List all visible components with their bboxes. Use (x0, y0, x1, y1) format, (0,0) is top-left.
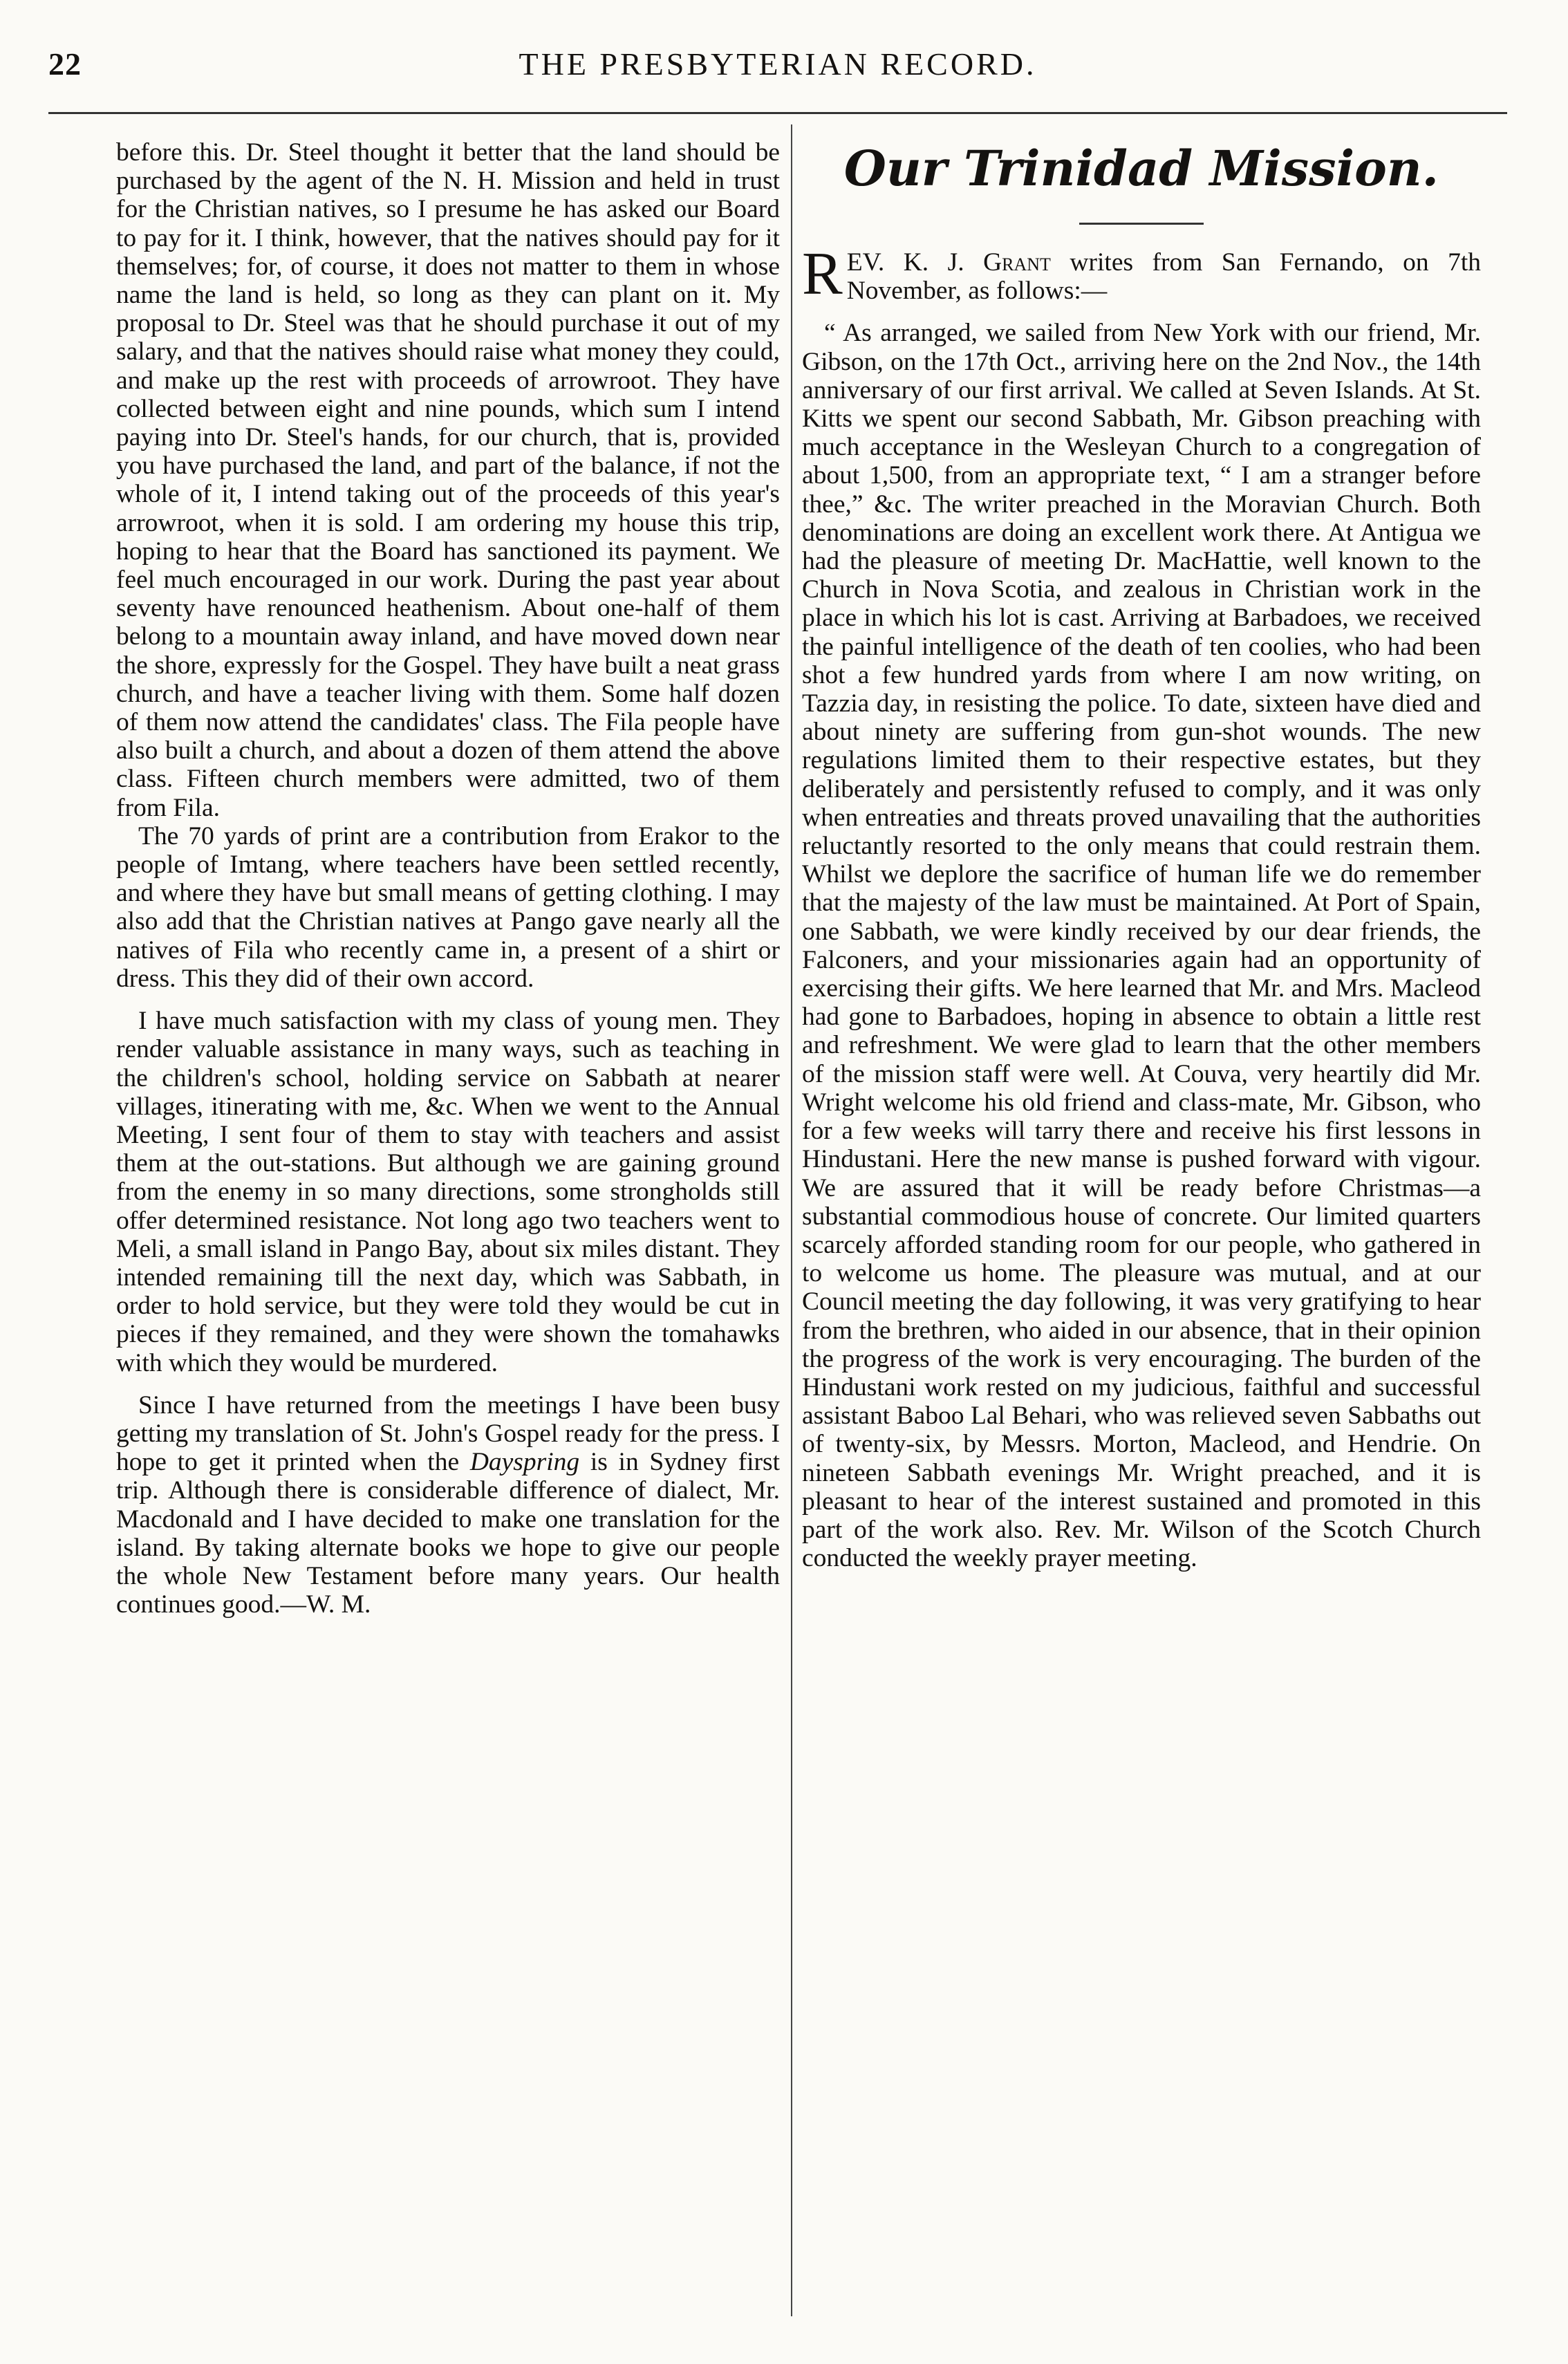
paragraph: The 70 yards of print are a contribution from Erakor to the people of Imtang, where teachers have been settled recently, and where they have but small means of getting clothing. I may also add that the Christian natives at Pango gave nearly all the natives of Fila who recently came in, a present of a shirt or dress. This they did of their own accord. (116, 821, 780, 993)
title-rule (1079, 223, 1204, 225)
paragraph-text: Since I have returned from the meetings I have been busy getting my translation of St. John's Gospel ready for the press. I hope to get it printed when the (116, 1390, 780, 1477)
page-number: 22 (48, 46, 82, 82)
intro-text: writes from San Fernando, on 7th November, as follows:— (846, 248, 1481, 306)
ship-name: Dayspring (469, 1448, 580, 1477)
right-column (802, 138, 1481, 2309)
intro-author-name: Grant (983, 248, 1051, 277)
paragraph: before this. Dr. Steel thought it better that the land should be purchased by the agent of the N. H. Mission and held in trust for the Christian natives, so I presume he has asked our Board to pay for it. I think, however, that the natives should pay for it themselves; for, of course, it does not matter to them in whose name the land is held, so long as they can plant on it. My proposal to Dr. Steel was that he should purchase it out of my salary, and that the natives should raise what money they could, and make up the rest with proceeds of arrowroot. They have collected between eight and nine pounds, which sum I intend paying into Dr. Steel's hands, for our church, that is, provided you have purchased the land, and part of the balance, if not the whole of it, I intend taking out of the proceeds of this year's arrowroot, when it is sold. I am ordering my house this trip, hoping to hear that the Board has sanctioned its payment. We feel much encouraged in our work. During the past year about seventy have renounced heathenism. About one-half of them belong to a mountain away inland, and have moved down near the shore, expressly for the Gospel. They have built a neat grass church, and have a teacher living with them. Some half dozen of them now attend the candidates' class. The Fila people have also built a church, and about a dozen of them attend the above class. Fifteen church members were admitted, two of them from Fila. (116, 138, 780, 822)
letter-body: “ As arranged, we sailed from New York with our friend, Mr. Gibson, on the 17th Oct., arriving here on the 2nd Nov., the 14th anniversary of our first arrival. We called at Seven Islands. At St. Kitts we spent our second Sabbath, Mr. Gibson preaching with much acceptance in the Wesleyan Church to a congregation of about 1,500, from an appropriate text, “ I am a stranger before thee,” &c. The writer preached in the Moravian Church. Both denominations are doing an excellent work there. At Antigua we had the pleasure of meeting Dr. MacHattie, well known to the Church in Nova Scotia, and zealous in Christian work in the place in which his lot is cast. Arriving at Barbadoes, we received the painful intelligence of the death of ten coolies, who had been shot a few hundred yards from where I am now writing, on Tazzia day, in resisting the police. To date, sixteen have died and about ninety are suffering from gun-shot wounds. The new regulations limited them to their respective estates, but they deliberately and persistently refused to comply, and it was only when entreaties and threats proved unavailing that the authorities reluctantly resorted to the only means that could restrain them. Whilst we deplore the sacrifice of human life we do remember that the majesty of the law must be maintained. At Port of Spain, one Sabbath, we were kindly received by our dear friends, the Falconers, and your missionaries again had an opportunity of exercising their gifts. We here learned that Mr. and Mrs. Macleod had gone to Barbadoes, hoping in absence to obtain a little rest and refreshment. We were glad to learn that the other members of the mission staff were well. At Couva, very heartily did Mr. Wright welcome his old friend and class-mate, Mr. Gibson, who for a few weeks will tarry there and receive his first lessons in Hindustani. Here the new manse is pushed forward with vigour. We are assured that it will be ready before Christmas—a substantial commodious house of concrete. Our limited quarters scarcely afforded standing room for our people, who gathered in to welcome us home. The pleasure was mutual, and at our Council meeting the day following, it was very gratifying to hear from the brethren, who aided in our absence, that in their opinion the progress of the work is very encouraging. The burden of the Hindustani work rested on my judicious, faithful and successful assistant Baboo Lal Behari, who was relieved seven Sabbaths out of twenty-six, by Messrs. Morton, Macleod, and Hendrie. On nineteen Sabbath evenings Mr. Wright preached, and it is pleasant to hear of the interest sustained and promoted in this part of the work also. Rev. Mr. Wilson of the Scotch Church conducted the weekly prayer meeting. (802, 319, 1481, 1573)
intro-author-prefix: EV. K. J. (846, 248, 984, 277)
paragraph-text: is in Sydney first trip. Although there is considerable difference of dialect, Mr. Macdonald and I have decided to make one translation for the island. By taking alternate books we hope to give our people the whole New Testament before many years. Our health continues good.—W. M. (116, 1448, 780, 1619)
column-divider (791, 124, 792, 2316)
paragraph (116, 1391, 780, 1619)
section-title: Our Trinidad Mission. (843, 140, 1439, 197)
drop-cap: R (802, 241, 843, 308)
page-header (48, 46, 1507, 101)
header-rule (48, 112, 1507, 114)
intro-paragraph (802, 241, 1481, 308)
left-column (116, 138, 780, 2309)
paragraph: I have much satisfaction with my class of young men. They render valuable assistance in many ways, such as teaching in the children's school, holding service on Sabbath at nearer villages, itinerating with me, &c. When we went to the Annual Meeting, I sent four of them to stay with teachers and assist them at the out-stations. But although we are gaining ground from the enemy in so many directions, some strongholds still offer determined resistance. Not long ago two teachers went to Meli, a small island in Pango Bay, about six miles distant. They intended remaining till the next day, which was Sabbath, in order to hold service, but they were told they would be cut in pieces if they remained, and they were shown the tomahawks with which they would be murdered. (116, 1007, 780, 1377)
journal-title: THE PRESBYTERIAN RECORD. (519, 46, 1037, 82)
